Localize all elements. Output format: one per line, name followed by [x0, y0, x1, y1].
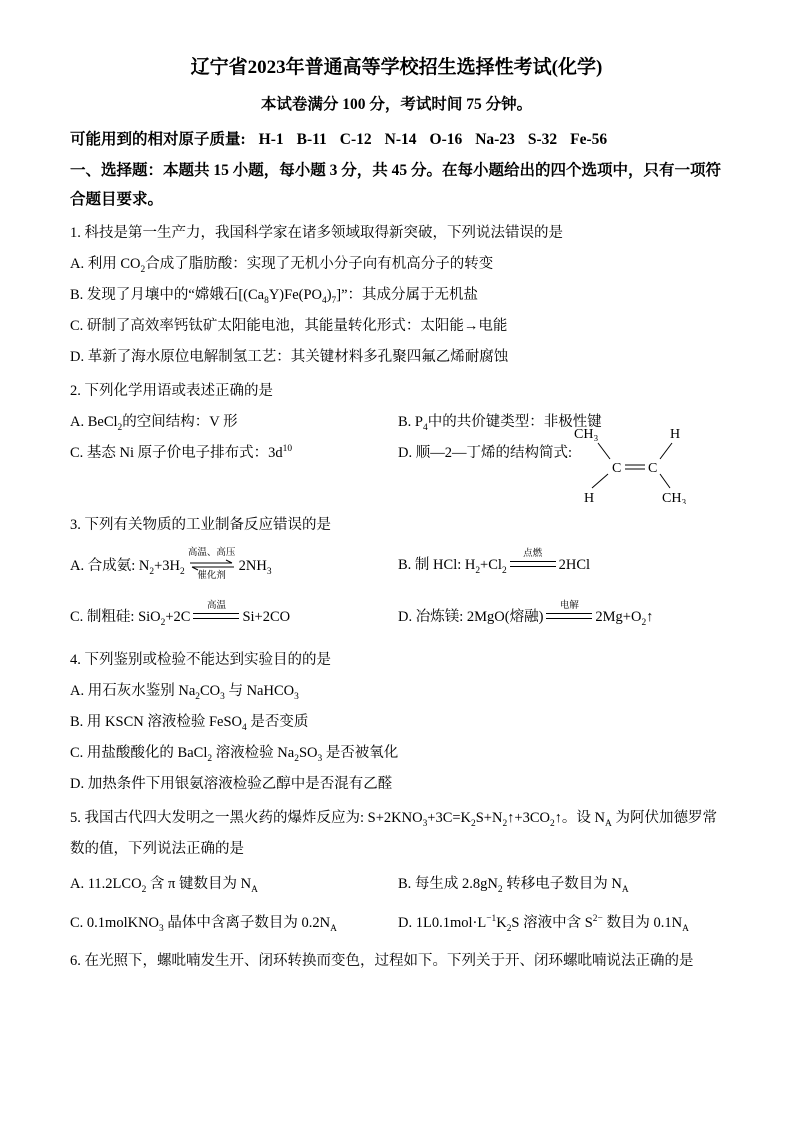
reaction-condition-stack: [193, 601, 239, 631]
question-2-option-d: D. 顺—2—丁烯的结构简式:: [398, 445, 572, 461]
atomic-mass-value: Na-23: [475, 131, 515, 148]
reaction-right: $2Mg+O_2↑$: [595, 609, 654, 628]
condition-below: 催化剂: [197, 571, 226, 581]
structure-label-h-top: H: [670, 427, 681, 442]
atomic-mass-line: [70, 126, 723, 154]
question-1-option-a: A. 利用 $CO_2$合成了脂肪酸：实现了无机小分子向有机高分子的转变: [70, 256, 494, 275]
equilibrium-arrow: [188, 559, 236, 571]
question-1: [70, 218, 723, 373]
condition-above: 高温: [206, 600, 226, 611]
question-4: [70, 645, 723, 800]
condition-above: 电解: [559, 600, 579, 611]
question-3-option-c: [70, 602, 398, 633]
atomic-mass-value: B-11: [296, 131, 327, 148]
section-header: 一、选择题：本题共 15 小题，每小题 3 分，共 45 分。在每小题给出的四个选项中，只有一项符合题目要求。: [70, 162, 722, 208]
exam-title: 辽宁省2023年普通高等学校招生选择性考试(化学): [190, 57, 603, 78]
exam-subtitle: 本试卷满分 100 分，考试时间 75 分钟。: [260, 96, 533, 113]
reaction-right: $2NH_3$: [238, 558, 272, 578]
question-1-option-b: B. 发现了月壤中的“嫦娥石$[(Ca_8Y)Fe(PO_4)_7]$”：其成分属于无机盐: [70, 287, 479, 306]
reaction-left: A. 合成氨: $N_2+3H_2$: [70, 558, 185, 578]
structure-label-c1: C: [612, 461, 622, 476]
question-3-option-b: [398, 550, 723, 584]
question-1-option-d: D. 革新了海水原位电解制氢工艺：其关键材料多孔聚四氟乙烯耐腐蚀: [70, 349, 509, 365]
question-3-option-d: [398, 602, 723, 633]
reaction-right: Si+2CO: [242, 609, 291, 625]
question-2-option-c: C. 基态 Ni 原子价电子排布式：$3d^{10}$: [70, 444, 293, 461]
bond-lines: [592, 443, 672, 488]
reaction-left: B. 制 HCl: $H_2+Cl_2$: [398, 557, 507, 576]
question-6-stem: 6. 在光照下，螺吡喃发生开、闭环转换而变色，过程如下。下列关于开、闭环螺吡喃说法正确的是: [70, 953, 694, 969]
atomic-mass-value: O-16: [429, 131, 463, 148]
structure-label-c2: C: [648, 461, 658, 476]
question-5: [70, 803, 723, 943]
atomic-mass-value: H-1: [258, 131, 284, 148]
question-2-option-a: A. BeCl$_2$的空间结构：V 形: [70, 414, 238, 433]
question-4-stem: 4. 下列鉴别或检验不能达到实验目的的是: [70, 652, 331, 668]
question-4-option-c: C. 用盐酸酸化的 BaCl$_2$ 溶液检验 $Na_2SO_3$ 是否被氧化: [70, 745, 399, 764]
atomic-mass-value: C-12: [339, 131, 372, 148]
question-4-option-a: A. 用石灰水鉴别 $Na_2CO_3$ 与 NaHCO$_3$: [70, 683, 299, 702]
equals-sign: [510, 561, 556, 567]
question-2: [70, 376, 723, 507]
reaction-condition-stack: [188, 548, 236, 582]
reaction-condition-stack: [546, 601, 592, 631]
question-1-option-c: C. 研制了高效率钙钛矿太阳能电池，其能量转化形式：太阳能→电能: [70, 318, 508, 334]
question-5-option-b: B. 每生成 $2.8gN_2$ 转移电子数目为 $N_A$: [398, 876, 629, 895]
question-2-stem: 2. 下列化学用语或表述正确的是: [70, 383, 273, 399]
condition-above: 点燃: [523, 548, 543, 559]
structure-label-h-bottom: H: [584, 491, 595, 504]
question-6: [70, 946, 723, 977]
question-1-stem: 1. 科技是第一生产力，我国科学家在诸多领域取得新突破，下列说法错误的是: [70, 225, 563, 241]
structure-label-ch3-top: CH₃: [574, 427, 599, 442]
question-3-option-a: [70, 550, 398, 584]
structure-label-ch3-bottom: CH₃: [662, 491, 687, 504]
question-4-option-d: D. 加热条件下用银氨溶液检验乙醇中是否混有乙醛: [70, 776, 393, 792]
question-5-stem: 5. 我国古代四大发明之一黑火药的爆炸反应为: $S+2KNO_3+3C=K_2S+N_2↑+3CO_2↑$。设 $N_A$ 为阿伏加德罗常数的值，下列说法正确的是: [70, 810, 717, 857]
reaction-condition-stack: [510, 549, 556, 579]
atomic-mass-value: N-14: [384, 131, 417, 148]
equals-sign: [546, 613, 592, 619]
question-2-option-b: B. $P_4$中的共价键类型：非极性键: [398, 414, 602, 433]
cis-2-butene-structure: [568, 416, 700, 504]
question-3: [70, 510, 723, 642]
question-5-option-d: D. $1L0.1mol\cdot L^{-1}K_2S$ 溶液中含 $S^{2-}$ 数目为 $0.1N_A$: [398, 914, 689, 934]
question-5-option-c: C. 0.1molKNO$_3$ 晶体中含离子数目为 $0.2N_A$: [70, 915, 337, 934]
question-3-stem: 3. 下列有关物质的工业制备反应错误的是: [70, 517, 331, 533]
atomic-mass-value: Fe-56: [570, 131, 608, 148]
equals-sign: [193, 613, 239, 619]
atomic-mass-value: S-32: [527, 131, 558, 148]
reaction-left: D. 冶炼镁: 2MgO(熔融): [398, 609, 544, 625]
condition-above: 高温、高压: [187, 548, 236, 558]
question-5-option-a: A. $11.2LCO_2$ 含 π 键数目为 $N_A$: [70, 876, 258, 895]
reaction-left: C. 制粗硅: SiO$_2$+2C: [70, 609, 191, 628]
reaction-right: 2HCl: [558, 557, 591, 573]
question-4-option-b: B. 用 KSCN 溶液检验 FeSO$_4$ 是否变质: [70, 714, 309, 733]
atomic-mass-label: 可能用到的相对原子质量:: [70, 131, 246, 148]
